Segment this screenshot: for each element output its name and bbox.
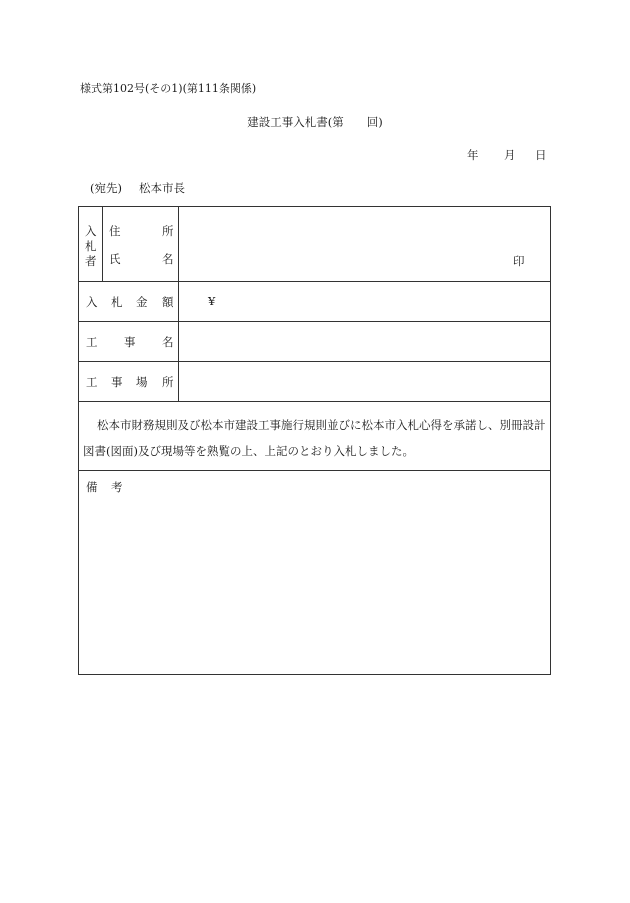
remarks-label-char: 考	[111, 480, 123, 494]
work-name-label-char: 工	[86, 335, 98, 349]
work-location-label-char: 工	[86, 375, 98, 389]
remarks-field[interactable]	[85, 499, 545, 669]
bid-amount-label-char: 額	[162, 295, 174, 309]
remarks-label-char: 備	[86, 480, 98, 494]
bidder-label-char: 札	[85, 239, 97, 253]
work-location-label-char: 所	[162, 375, 174, 389]
declaration-line: 松本市財務規則及び松本市建設工事施行規則並びに松本市入札心得を承諾し、別冊設計	[97, 418, 546, 432]
addressee-name: 松本市長	[139, 181, 185, 195]
bid-form-table	[78, 206, 551, 675]
currency-symbol: ¥	[208, 294, 216, 308]
row-divider	[79, 281, 550, 282]
row-divider	[79, 401, 550, 402]
bid-amount-label-char: 入	[86, 295, 98, 309]
declaration-line: 図書(図面)及び現場等を熟覧の上、上記のとおり入札しました。	[83, 444, 414, 458]
name-label-char: 氏	[109, 252, 121, 266]
work-name-field[interactable]	[185, 331, 545, 351]
address-label-char: 住	[109, 224, 121, 238]
bid-amount-label-char: 金	[136, 295, 148, 309]
bidder-label-char: 者	[85, 254, 97, 268]
seal-mark: 印	[513, 254, 525, 268]
declaration-text	[83, 412, 549, 464]
work-name-label-char: 名	[162, 335, 174, 349]
address-label-char: 所	[162, 224, 174, 238]
document-title: 建設工事入札書(第 回)	[247, 115, 383, 129]
column-divider	[102, 207, 103, 281]
row-divider	[79, 361, 550, 362]
column-divider	[178, 207, 179, 401]
work-location-label-char: 事	[111, 375, 123, 389]
addressee-prefix: (宛先)	[90, 181, 122, 195]
work-location-label-char: 場	[136, 375, 148, 389]
form-number: 様式第102号(その1)(第111条関係)	[80, 82, 257, 95]
work-location-field[interactable]	[185, 371, 545, 391]
work-name-label-char: 事	[124, 335, 136, 349]
bidder-label-char: 入	[85, 224, 97, 238]
date-year-label: 年	[467, 148, 479, 162]
bid-amount-label-char: 札	[111, 295, 123, 309]
name-field[interactable]	[207, 251, 497, 269]
bid-amount-field[interactable]	[224, 291, 544, 311]
row-divider	[79, 321, 550, 322]
date-month-label: 月	[504, 148, 516, 162]
address-field[interactable]	[207, 223, 547, 241]
row-divider	[79, 470, 550, 471]
name-label-char: 名	[162, 252, 174, 266]
date-day-label: 日	[535, 148, 547, 162]
